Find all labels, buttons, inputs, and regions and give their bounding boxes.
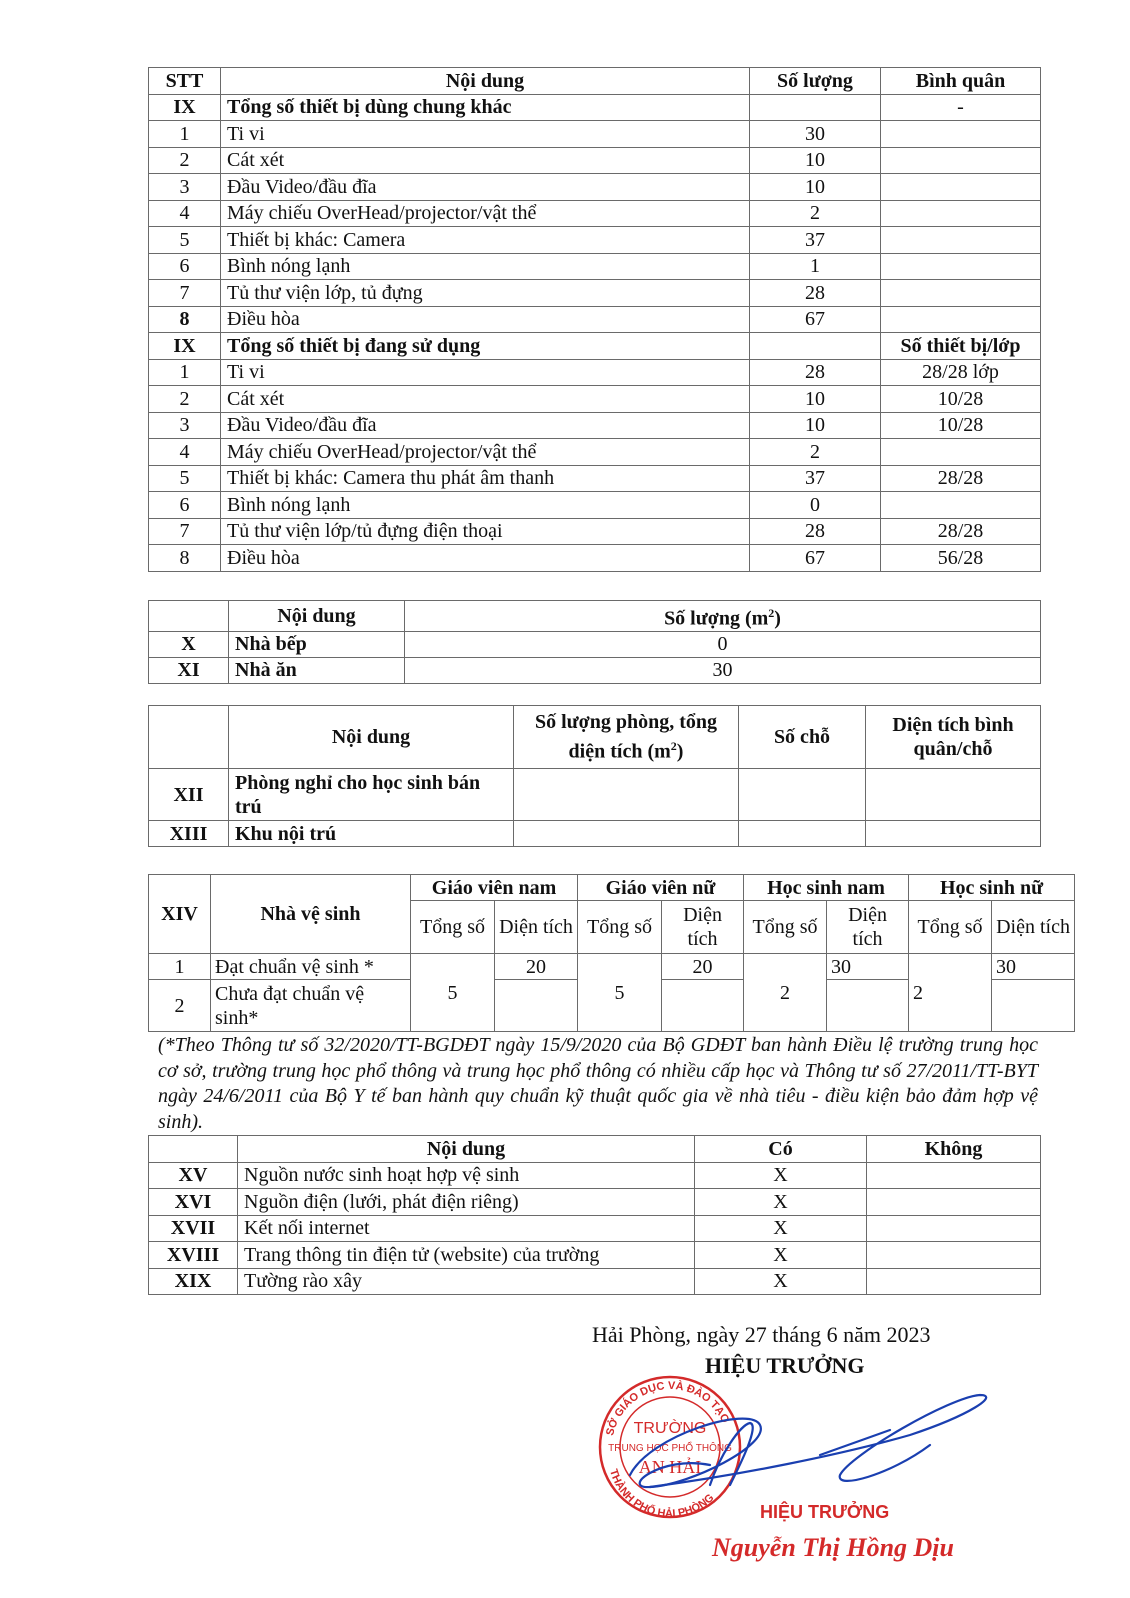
sub-area: Diện tích	[495, 901, 578, 954]
row-stt: XII	[149, 769, 229, 821]
row-qty: 0	[750, 492, 881, 519]
boarding-table	[148, 705, 1041, 847]
row-avg: 28/28	[881, 465, 1041, 492]
row-avg	[881, 174, 1041, 201]
section-stt: XIV	[149, 875, 211, 954]
row-qty: 10	[750, 386, 881, 413]
row-stt: 5	[149, 465, 221, 492]
table-row	[149, 1189, 1041, 1216]
row-name: Đạt chuẩn vệ sinh *	[211, 954, 411, 980]
row-qty: 30	[405, 657, 1041, 683]
row-avg	[881, 306, 1041, 333]
sub-total: Tổng số	[744, 901, 827, 954]
row-yes: X	[695, 1242, 867, 1269]
row-stt: 3	[149, 412, 221, 439]
row-name: Máy chiếu OverHead/projector/vật thể	[221, 439, 750, 466]
row-name: Điều hòa	[221, 545, 750, 572]
row-name: Máy chiếu OverHead/projector/vật thể	[221, 200, 750, 227]
row-stt: XVI	[149, 1189, 238, 1216]
header-stt: STT	[149, 68, 221, 95]
row-no	[867, 1242, 1041, 1269]
table-row	[149, 631, 1041, 657]
row-stt: XIX	[149, 1268, 238, 1295]
row-avg	[881, 280, 1041, 307]
row-name: Ti vi	[221, 359, 750, 386]
header-content: Nội dung	[229, 601, 405, 632]
header-stt	[149, 601, 229, 632]
row-qty: 0	[405, 631, 1041, 657]
header-rooms	[514, 706, 739, 769]
row-qty: 37	[750, 227, 881, 254]
row-name: Nguồn nước sinh hoạt hợp vệ sinh	[238, 1162, 695, 1189]
row-avg	[881, 253, 1041, 280]
sub-area: Diện tích	[827, 901, 909, 954]
header-empty	[149, 706, 229, 769]
header-seats: Số chỗ	[739, 706, 866, 769]
section-title: Nhà vệ sinh	[211, 875, 411, 954]
table-row	[149, 439, 1041, 466]
table-row	[149, 306, 1041, 333]
sub-total: Tổng số	[578, 901, 662, 954]
svg-text:AN HẢI: AN HẢI	[638, 1457, 702, 1477]
area-value: 30	[827, 954, 909, 980]
row-name: Chưa đạt chuẩn vệ sinh*	[211, 980, 411, 1032]
row-name: Bình nóng lạnh	[221, 253, 750, 280]
svg-text:THÀNH PHỐ HẢI PHÒNG: THÀNH PHỐ HẢI PHÒNG	[606, 1467, 717, 1521]
table-row	[149, 492, 1041, 519]
row-name: Tủ thư viện lớp/tủ đựng điện thoại	[221, 518, 750, 545]
row-stt: XI	[149, 657, 229, 683]
area-value: 20	[495, 954, 578, 980]
row-stt: 8	[149, 545, 221, 572]
area-value	[827, 980, 909, 1032]
stamp-title: HIỆU TRƯỞNG	[760, 1502, 890, 1522]
row-name: Bình nóng lạnh	[221, 492, 750, 519]
row-stt: 4	[149, 200, 221, 227]
section-qty	[750, 333, 881, 360]
row-seats	[739, 821, 866, 847]
row-qty: 67	[750, 306, 881, 333]
row-name: Kết nối internet	[238, 1215, 695, 1242]
header-stt	[149, 1136, 238, 1163]
svg-text:TRƯỜNG: TRƯỜNG	[633, 1420, 707, 1437]
total-value: 2	[909, 954, 992, 1032]
header-no: Không	[867, 1136, 1041, 1163]
row-yes: X	[695, 1189, 867, 1216]
sub-area: Diện tích	[662, 901, 744, 954]
header-qty	[405, 601, 1041, 632]
footnote: (*Theo Thông tư số 32/2020/TT-BGDĐT ngày 15/9/2020 của Bộ GDĐT ban hành Điều lệ trường trung học cơ sở, trường trung học phổ thông và trung học phổ thông có nhiều cấp học và Thông tư số 27/2011/TT-BYT ngày 24/6/2011 của Bộ Y tế ban hành quy chuẩn kỹ thuật quốc gia về nhà tiêu - điều kiện bảo đảm hợp vệ sinh).	[158, 1034, 1038, 1133]
header-yes: Có	[695, 1136, 867, 1163]
table-row	[149, 465, 1041, 492]
row-avg	[866, 821, 1041, 847]
table-header-row	[149, 601, 1041, 632]
place-date: Hải Phòng, ngày 27 tháng 6 năm 2023	[592, 1322, 931, 1347]
row-stt: 2	[149, 147, 221, 174]
sub-area: Diện tích	[992, 901, 1075, 954]
row-name: Thiết bị khác: Camera thu phát âm thanh	[221, 465, 750, 492]
section-stt: IX	[149, 333, 221, 360]
area-value: 20	[662, 954, 744, 980]
row-stt: 2	[149, 980, 211, 1032]
header-rooms-line2: diện tích (m	[568, 740, 671, 763]
header-rooms-line1: Số lượng phòng, tổng	[534, 711, 718, 734]
table-row	[149, 1215, 1041, 1242]
row-name: Tủ thư viện lớp, tủ đựng	[221, 280, 750, 307]
row-stt: 8	[149, 306, 221, 333]
row-name: Cát xét	[221, 147, 750, 174]
table-row	[149, 253, 1041, 280]
equipment-table	[148, 67, 1041, 572]
section-title: Tổng số thiết bị đang sử dụng	[221, 333, 750, 360]
stamp-and-signature	[590, 1375, 1030, 1598]
row-name: Thiết bị khác: Camera	[221, 227, 750, 254]
row-rooms	[514, 769, 739, 821]
row-avg	[881, 200, 1041, 227]
row-qty: 28	[750, 359, 881, 386]
row-avg	[881, 227, 1041, 254]
row-qty: 1	[750, 253, 881, 280]
row-qty: 10	[750, 412, 881, 439]
table-row	[149, 1162, 1041, 1189]
row-name: Nguồn điện (lưới, phát điện riêng)	[238, 1189, 695, 1216]
area-value	[662, 980, 744, 1032]
row-stt: 1	[149, 954, 211, 980]
table-row	[149, 769, 1041, 821]
row-avg: 56/28	[881, 545, 1041, 572]
row-avg: 28/28 lớp	[881, 359, 1041, 386]
row-avg	[881, 439, 1041, 466]
table-row	[149, 954, 1075, 980]
row-stt: 7	[149, 280, 221, 307]
row-qty: 28	[750, 280, 881, 307]
row-no	[867, 1268, 1041, 1295]
header-rooms-close: )	[676, 740, 684, 763]
area-value	[495, 980, 578, 1032]
table-row	[149, 386, 1041, 413]
table-row	[149, 657, 1041, 683]
row-stt: XV	[149, 1162, 238, 1189]
table-header-row	[149, 1136, 1041, 1163]
row-avg	[881, 492, 1041, 519]
group-student-male: Học sinh nam	[744, 875, 909, 901]
row-name: Nhà bếp	[229, 631, 405, 657]
section-avg: Số thiết bị/lớp	[881, 333, 1041, 360]
table-row	[149, 1268, 1041, 1295]
row-yes: X	[695, 1268, 867, 1295]
utilities-table	[148, 1135, 1041, 1295]
row-rooms	[514, 821, 739, 847]
header-content: Nội dung	[221, 68, 750, 95]
row-stt: XVII	[149, 1215, 238, 1242]
row-name: Tường rào xây	[238, 1268, 695, 1295]
row-qty: 67	[750, 545, 881, 572]
row-qty: 10	[750, 174, 881, 201]
row-name: Đầu Video/đầu đĩa	[221, 412, 750, 439]
row-stt: 2	[149, 386, 221, 413]
section-title: Tổng số thiết bị dùng chung khác	[221, 94, 750, 121]
table-row	[149, 174, 1041, 201]
row-seats	[739, 769, 866, 821]
section-stt: IX	[149, 94, 221, 121]
group-teacher-female: Giáo viên nữ	[578, 875, 744, 901]
svg-text:TRUNG HỌC PHỔ THÔNG: TRUNG HỌC PHỔ THÔNG	[608, 1443, 732, 1454]
header-qty: Số lượng	[750, 68, 881, 95]
row-qty: 28	[750, 518, 881, 545]
table-row	[149, 200, 1041, 227]
row-stt: 6	[149, 253, 221, 280]
total-value: 2	[744, 954, 827, 1032]
area-value: 30	[992, 954, 1075, 980]
row-stt: XVIII	[149, 1242, 238, 1269]
row-avg	[881, 147, 1041, 174]
table-row	[149, 227, 1041, 254]
table-row	[149, 147, 1041, 174]
row-qty: 2	[750, 439, 881, 466]
row-name: Ti vi	[221, 121, 750, 148]
header-qty-text: Số lượng (m	[664, 607, 769, 630]
sub-total: Tổng số	[909, 901, 992, 954]
row-stt: 1	[149, 359, 221, 386]
row-avg	[866, 769, 1041, 821]
superscript: 2	[670, 739, 677, 754]
row-qty: 10	[750, 147, 881, 174]
header-avg: Diện tích bình quân/chỗ	[866, 706, 1041, 769]
row-name: Điều hòa	[221, 306, 750, 333]
row-no	[867, 1215, 1041, 1242]
row-avg: 10/28	[881, 386, 1041, 413]
table-row	[149, 121, 1041, 148]
header-content: Nội dung	[229, 706, 514, 769]
row-stt: X	[149, 631, 229, 657]
row-qty: 30	[750, 121, 881, 148]
row-no	[867, 1162, 1041, 1189]
row-name: Đầu Video/đầu đĩa	[221, 174, 750, 201]
row-qty: 37	[750, 465, 881, 492]
row-name: Khu nội trú	[229, 821, 514, 847]
row-stt: 3	[149, 174, 221, 201]
row-avg	[881, 121, 1041, 148]
superscript: 2	[768, 606, 775, 620]
signer-name: Nguyễn Thị Hồng Dịu	[712, 1533, 954, 1562]
section-qty	[750, 94, 881, 121]
row-stt: 1	[149, 121, 221, 148]
row-avg: 28/28	[881, 518, 1041, 545]
table-row	[149, 518, 1041, 545]
row-stt: XIII	[149, 821, 229, 847]
total-value: 5	[578, 954, 662, 1032]
row-name: Nhà ăn	[229, 657, 405, 683]
group-teacher-male: Giáo viên nam	[411, 875, 578, 901]
row-qty: 2	[750, 200, 881, 227]
row-no	[867, 1189, 1041, 1216]
table-header-row	[149, 706, 1041, 769]
section-avg: -	[881, 94, 1041, 121]
table-row	[149, 1242, 1041, 1269]
row-stt: 7	[149, 518, 221, 545]
row-name: Phòng nghỉ cho học sinh bán trú	[229, 769, 514, 821]
row-yes: X	[695, 1162, 867, 1189]
table-row	[149, 821, 1041, 847]
total-value: 5	[411, 954, 495, 1032]
sub-total: Tổng số	[411, 901, 495, 954]
toilet-table	[148, 874, 1075, 1032]
table-row	[149, 412, 1041, 439]
row-name: Trang thông tin điện tử (website) của trường	[238, 1242, 695, 1269]
table-row	[149, 545, 1041, 572]
header-qty-close: )	[774, 607, 781, 630]
signer-title: HIỆU TRƯỞNG	[705, 1353, 865, 1378]
school-stamp-icon	[600, 1377, 740, 1520]
area-value	[992, 980, 1075, 1032]
header-content: Nội dung	[238, 1136, 695, 1163]
section-row	[149, 94, 1041, 121]
row-avg: 10/28	[881, 412, 1041, 439]
table-row	[149, 280, 1041, 307]
row-stt: 6	[149, 492, 221, 519]
section-row	[149, 333, 1041, 360]
group-header-row	[149, 875, 1075, 901]
row-name: Cát xét	[221, 386, 750, 413]
table-row	[149, 359, 1041, 386]
group-student-female: Học sinh nữ	[909, 875, 1075, 901]
header-avg: Bình quân	[881, 68, 1041, 95]
row-yes: X	[695, 1215, 867, 1242]
kitchen-table	[148, 600, 1041, 684]
table-header-row	[149, 68, 1041, 95]
row-stt: 4	[149, 439, 221, 466]
svg-text:SỞ GIÁO DỤC VÀ ĐÀO TẠO: SỞ GIÁO DỤC VÀ ĐÀO TẠO	[604, 1379, 732, 1437]
row-stt: 5	[149, 227, 221, 254]
